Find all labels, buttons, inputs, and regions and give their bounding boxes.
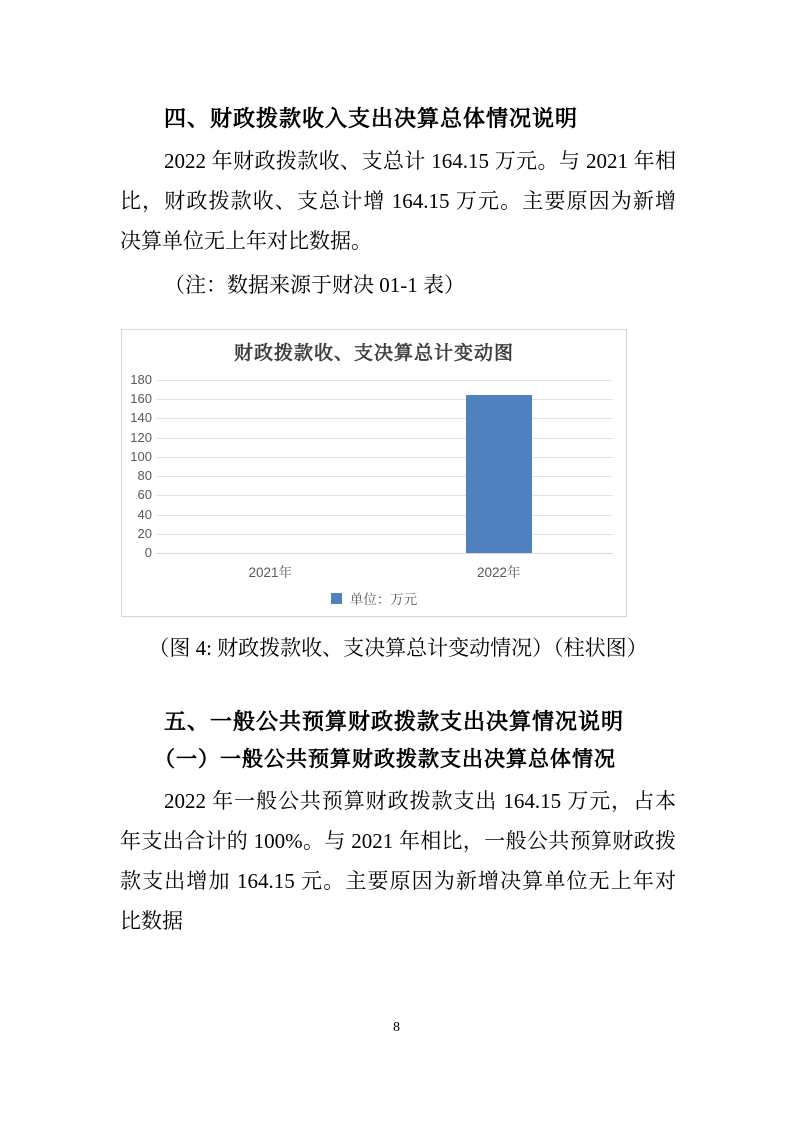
bar-2022年 [466, 395, 532, 553]
paragraph-line: 2022 年一般公共预算财政拨款支出 164.15 万元，占本 [164, 789, 676, 813]
section4-paragraph [120, 141, 676, 261]
y-tick-label: 0 [144, 545, 152, 560]
y-tick-label: 20 [137, 526, 152, 541]
y-tick-label: 100 [130, 449, 152, 464]
section4-heading: 四、财政拨款收入支出决算总体情况说明 [164, 106, 579, 131]
paragraph-line: 2022 年财政拨款收、支总计 164.15 万元。与 2021 年相 [164, 149, 676, 173]
section5-paragraph [120, 781, 676, 941]
x-axis-label: 2021年 [248, 565, 293, 580]
data-source-note: （注：数据来源于财决 01-1 表） [164, 273, 465, 297]
y-tick-label: 140 [130, 410, 152, 425]
chart-legend [122, 588, 626, 608]
chart-plot-area [130, 372, 613, 560]
chart-title: 财政拨款收、支决算总计变动图 [233, 343, 514, 364]
legend-marker-icon [331, 593, 342, 604]
y-tick-label: 40 [137, 507, 152, 522]
bar-chart [121, 329, 627, 617]
paragraph-line: 比数据 [120, 909, 183, 933]
section5-heading: 五、一般公共预算财政拨款支出决算情况说明 [164, 709, 625, 734]
figure-caption: （图 4: 财政拨款收、支决算总计变动情况）（柱状图） [148, 636, 648, 660]
section5-subheading: （一）一般公共预算财政拨款支出决算总体情况 [154, 747, 616, 771]
legend-label: 单位：万元 [349, 592, 418, 607]
y-tick-label: 180 [130, 372, 152, 387]
chart-x-axis-labels [156, 561, 613, 581]
y-tick-label: 60 [137, 487, 152, 502]
paragraph-line: 年支出合计的 100%。与 2021 年相比，一般公共预算财政拨 [120, 829, 676, 853]
paragraph-line: 款支出增加 164.15 元。主要原因为新增决算单位无上年对 [120, 869, 676, 893]
y-tick-label: 80 [137, 468, 152, 483]
bar-slot-2022年 [385, 380, 614, 553]
paragraph-line: 决算单位无上年对比数据。 [120, 229, 372, 253]
x-axis-label: 2022年 [476, 565, 521, 580]
y-tick-label: 120 [130, 430, 152, 445]
page-number: 8 [393, 1020, 400, 1035]
chart-bars [156, 380, 613, 553]
gridline [156, 553, 613, 554]
bar-slot-2021年 [156, 380, 385, 553]
paragraph-line: 比，财政拨款收、支总计增 164.15 万元。主要原因为新增 [120, 189, 676, 213]
y-tick-label: 160 [130, 391, 152, 406]
